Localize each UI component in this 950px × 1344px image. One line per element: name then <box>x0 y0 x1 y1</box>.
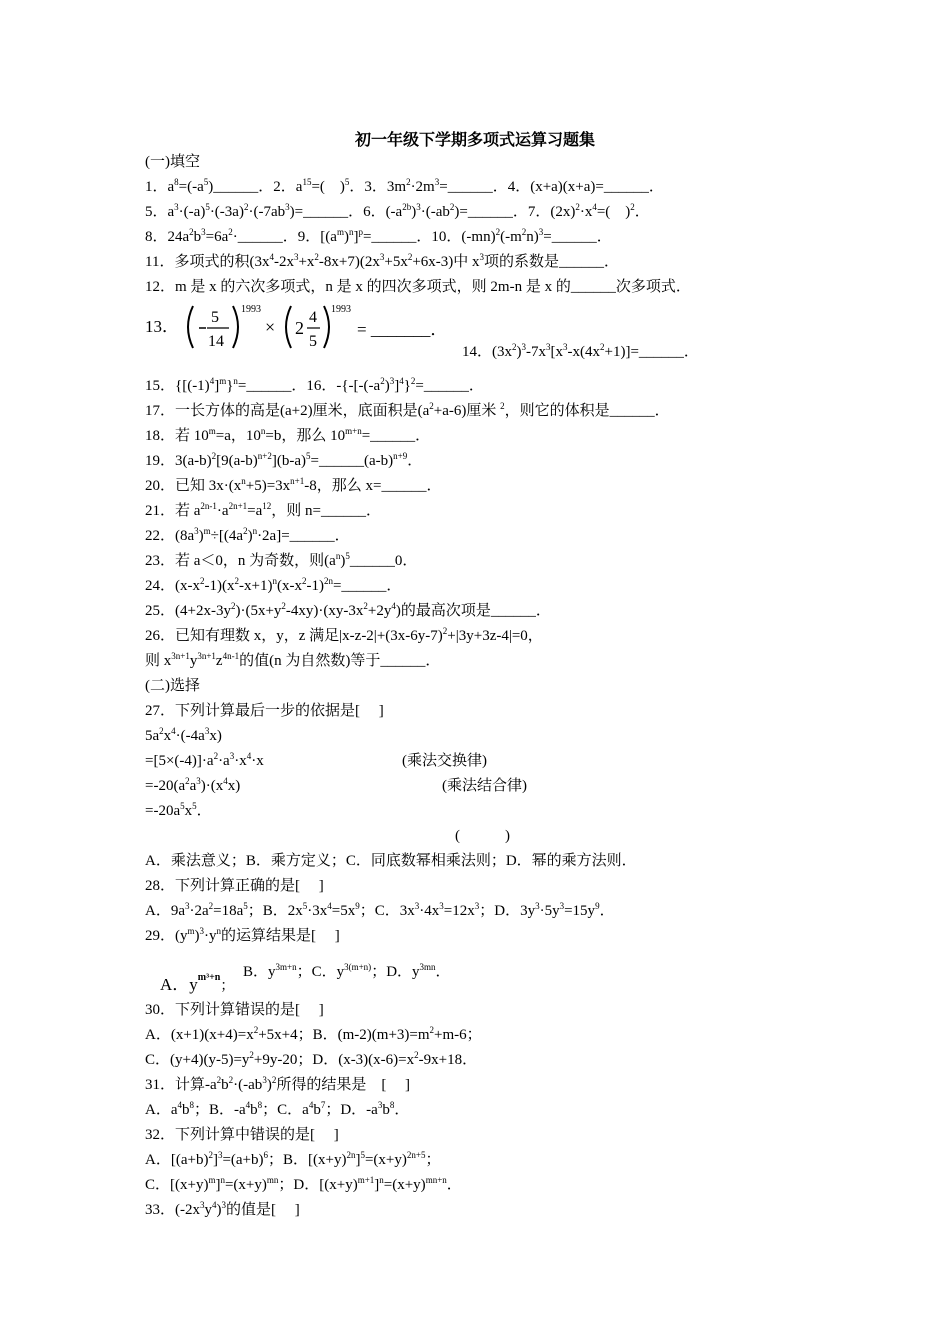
q13-number: 13． <box>145 317 179 336</box>
q27-options: A．乘法意义；B．乘方定义；C．同底数幂相乘法则；D．幂的乘方法则． <box>145 853 637 869</box>
right-paren-1 <box>233 306 238 348</box>
q32-options-ab: A．$[(a+b)^2]^3=(a+b)^6$；B．$[(x+y)^{2n}]^5=(x+y)^{2n+5}$； <box>145 1150 441 1168</box>
question-28: 28．下列计算正确的是[ ] <box>145 878 324 894</box>
q27-reason-4: ( ) <box>455 828 510 844</box>
q13-eq: = _______． <box>357 320 448 339</box>
question-22: 22．$(8a^3)^m\div[(4a^2)^n\cdot 2a]=\_\_\_\_\_\_$． <box>145 526 350 544</box>
question-33: 33．$(-2x^3y^4)^3$的值是[ ] <box>145 1200 300 1218</box>
left-paren-2 <box>286 306 291 348</box>
question-13 <box>145 300 475 355</box>
section-fill-in: (一)填空 <box>145 154 200 170</box>
question-5-7: 5．$a^3\cdot(-a)^5\cdot(-3a)^2\cdot(-7ab^3)=\_\_\_\_\_\_$．6．$(-a^{2b})^3\cdot(-ab^2)=\_\_\_\_\_\_$．7．$(2x)^2\cdot x^4=$( )$^2$． <box>145 202 650 220</box>
q29-a-label: A．y <box>160 975 198 994</box>
question-8-10: 8．$24a^2b^3=6a^2\cdot\_\_\_\_\_\_$．9．$[(a^m)^n]^p=\_\_\_\_\_\_$．10．$(-mn)^2(-m^2n)^3=\_\_\_\_\_\_$． <box>145 227 612 245</box>
q13-exp1: 1993 <box>241 304 261 315</box>
question-26-ask: 则 $x^{3n+1}y^{3n+1}z^{4n-1}$的值(n 为自然数)等于______． <box>145 651 441 669</box>
question-20: 20．已知 $3x\cdot(x^n+5)=3x^{n+1}-8$，那么 x=______． <box>145 476 442 494</box>
question-13-formula <box>145 300 475 355</box>
q29-options-rest: B．$y^{3m+n}$；C．$y^{3(m+n)}$；D．$y^{3mn}$． <box>243 962 451 980</box>
question-31: 31．计算$-a^2b^2\cdot(-ab^3)^2$所得的结果是 [ ] <box>145 1075 411 1093</box>
question-14: 14．$(3x^2)^3-7x^3[x^3-x(4x^2+1)]=\_\_\_\_\_\_$． <box>462 342 699 360</box>
document-title: 初一年级下学期多项式运算习题集 <box>354 132 595 149</box>
section-choice: (二)选择 <box>145 678 200 694</box>
question-17: 17．一长方体的高是(a+2)厘米，底面积是$(a^2+a-6)$厘米 $^2$，则它的体积是______． <box>145 401 670 419</box>
q31-options: A．$a^4b^8$；B．$-a^4b^8$；C．$a^4b^7$；D．$-a^3b^8$． <box>145 1100 410 1118</box>
question-11: 11．多项式的积$(3x^4-2x^3+x^2-8x+7)(2x^3+5x^2+6x-3)$中 $x^3$项的系数是______． <box>145 252 620 270</box>
question-1-4: 1．$a^8=(-a^5)\_\_\_\_\_\_$．2．$a^{15}=$( )$^5$．3．$3m^2\cdot 2m^3=\_\_\_\_\_\_$．4．(x+a)(x+a)=______． <box>145 177 664 195</box>
q13-n1: 5 <box>211 309 219 326</box>
q13-times: × <box>265 317 276 337</box>
q30-options-ab: A．$(x+1)(x+4)=x^2+5x+4$；B．$(m-2)(m+3)=m^2+m-6$； <box>145 1025 482 1043</box>
question-23: 23．若 a＜0，n 为奇数，则$(a^n)^5\_\_\_\_\_\_0$． <box>145 551 418 569</box>
q27-reason-3: (乘法结合律) <box>442 778 527 794</box>
q27-step-1: $5a^2x^4\cdot(-4a^3x)$ <box>145 726 222 744</box>
question-32: 32．下列计算中错误的是[ ] <box>145 1127 339 1143</box>
q28-options: A．$9a^3\cdot 2a^2=18a^5$；B．$2x^5\cdot 3x^4=5x^9$；C．$3x^3\cdot 4x^3=12x^3$；D．$3y^3\cdot 5y^3=15y^9$． <box>145 901 615 919</box>
question-30: 30．下列计算错误的是[ ] <box>145 1002 324 1018</box>
q13-d1: 14 <box>208 333 224 350</box>
q27-step-3: $=-20(a^2a^3)\cdot(x^4x)$ <box>145 776 241 794</box>
question-25: 25．$(4+2x-3y^2)\cdot(5x+y^2-4xy)\cdot(xy-3x^2+2y^4)$的最高次项是______． <box>145 601 551 619</box>
question-21: 21．若 $a^{2n-1}\cdot a^{2n+1}=a^{12}$，则 n=______． <box>145 501 381 519</box>
question-27: 27．下列计算最后一步的依据是[ ] <box>145 703 384 719</box>
q13-d2: 5 <box>309 333 317 350</box>
q27-step-2: $=[5\times(-4)]\cdot a^2\cdot a^3\cdot x^4\cdot x$ <box>145 751 264 769</box>
question-24: 24．$(x-x^2-1)(x^2-x+1)^n(x-x^2-1)^{2n}=\_\_\_\_\_\_$． <box>145 576 402 594</box>
q13-n2: 4 <box>309 309 317 326</box>
q27-reason-2: (乘法交换律) <box>402 753 487 769</box>
question-26-condition: 26．已知有理数 x，y，z 满足$|x-z-2|+(3x-6y-7)^2+|3y+3z-4|=0$， <box>145 626 543 644</box>
q29-a-exp: m³+n <box>197 972 221 983</box>
q29-option-a: A．$y^{m^3+n}$； <box>160 972 235 994</box>
q30-options-cd: C．$(y+4)(y-5)=y^2+9y-20$；D．$(x-3)(x-6)=x^2-9x+18$． <box>145 1050 478 1068</box>
q27-step-4: $=-20a^5x^5$． <box>145 801 212 819</box>
q13-exp2: 1993 <box>331 304 351 315</box>
question-18: 18．若 $10^m=a$，$10^n=b$，那么 $10^{m+n}=\_\_\_\_\_\_$． <box>145 426 431 444</box>
right-paren-2 <box>324 306 329 348</box>
question-12: 12．m 是 x 的六次多项式，n 是 x 的四次多项式，则 2m-n 是 x 的______次多项式． <box>145 279 691 295</box>
left-paren-1 <box>188 306 193 348</box>
q32-options-cd: C．$[(x+y)^m]^n=(x+y)^{mn}$；D．$[(x+y)^{m+1}]^n=(x+y)^{mn+n}$． <box>145 1175 462 1193</box>
q13-whole: 2 <box>295 318 304 338</box>
question-15-16: 15．$\{[(-1)^4]^m\}^n=\_\_\_\_\_\_$．16．$-\{-[-(-a^2)^3]^4\}^2=\_\_\_\_\_\_$． <box>145 376 484 394</box>
question-19: 19．$3(a-b)^2[9(a-b)^{n+2}](b-a)^5=\_\_\_\_\_\_(a-b)^{n+9}$． <box>145 451 423 469</box>
question-29: 29．$(y^m)^3\cdot y^n$的运算结果是[ ] <box>145 926 340 944</box>
